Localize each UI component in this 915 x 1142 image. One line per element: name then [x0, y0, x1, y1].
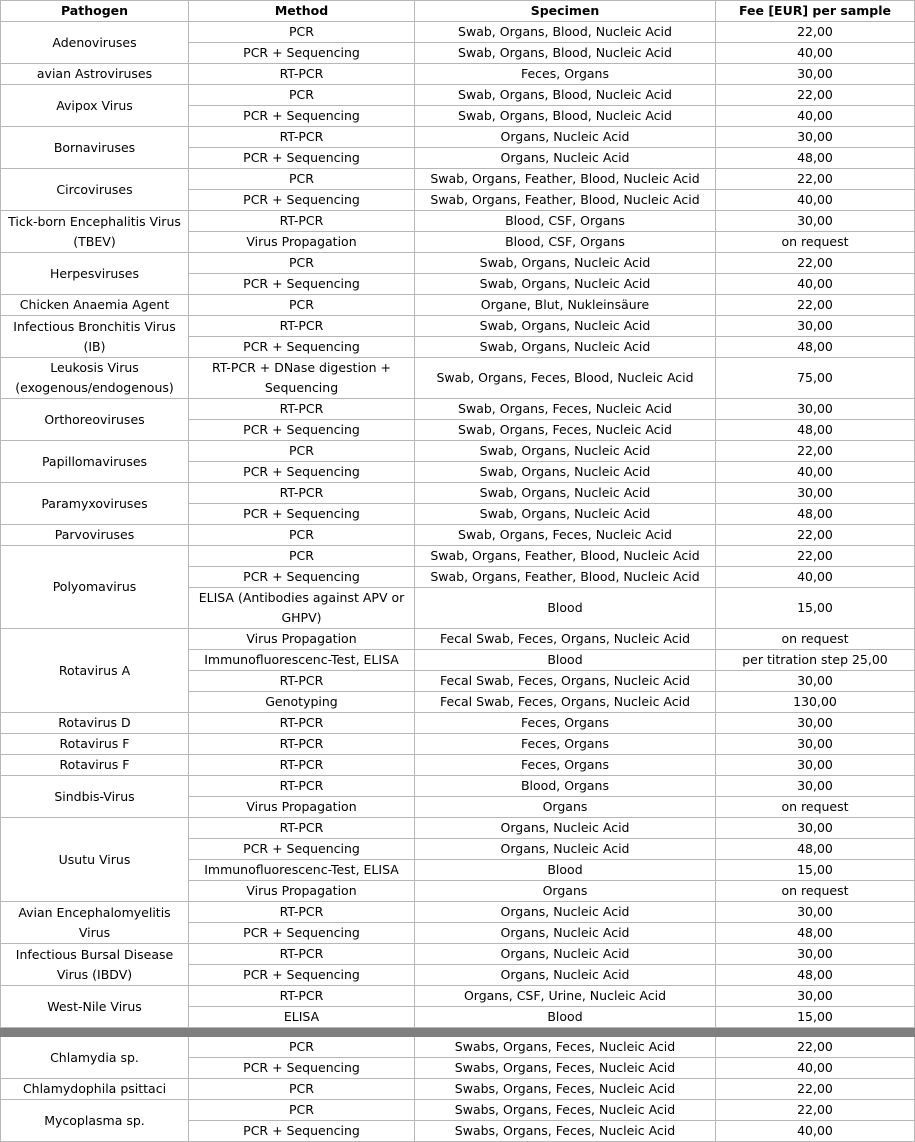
- section-separator: [1, 1028, 915, 1037]
- fee-cell: 30,00: [716, 902, 915, 923]
- method-cell: PCR + Sequencing: [189, 43, 415, 64]
- method-cell: PCR: [189, 169, 415, 190]
- specimen-cell: Organs: [415, 797, 716, 818]
- header-fee: Fee [EUR] per sample: [716, 1, 915, 22]
- method-cell: PCR + Sequencing: [189, 106, 415, 127]
- fee-cell: 40,00: [716, 274, 915, 295]
- pathogen-cell: Tick-born Encephalitis Virus (TBEV): [1, 211, 189, 253]
- table-row: [1, 629, 915, 650]
- pathogen-cell: Paramyxoviruses: [1, 483, 189, 525]
- specimen-cell: Blood, CSF, Organs: [415, 211, 716, 232]
- pathogen-cell: Rotavirus A: [1, 629, 189, 713]
- specimen-cell: Feces, Organs: [415, 755, 716, 776]
- pathogen-cell: Chlamydia sp.: [1, 1037, 189, 1079]
- specimen-cell: Swab, Organs, Blood, Nucleic Acid: [415, 106, 716, 127]
- table-row: [1, 316, 915, 337]
- method-cell: PCR: [189, 1079, 415, 1100]
- fee-cell: per titration step 25,00: [716, 650, 915, 671]
- method-cell: ELISA (Antibodies against APV or GHPV): [189, 588, 415, 629]
- method-cell: Genotyping: [189, 692, 415, 713]
- specimen-cell: Blood: [415, 588, 716, 629]
- specimen-cell: Swab, Organs, Nucleic Acid: [415, 441, 716, 462]
- fee-cell: 15,00: [716, 588, 915, 629]
- pathogen-cell: Parvoviruses: [1, 525, 189, 546]
- specimen-cell: Organs, Nucleic Acid: [415, 923, 716, 944]
- fee-cell: 48,00: [716, 839, 915, 860]
- pathogen-cell: Papillomaviruses: [1, 441, 189, 483]
- separator-bar: [1, 1028, 915, 1037]
- method-cell: RT-PCR: [189, 713, 415, 734]
- method-cell: PCR + Sequencing: [189, 274, 415, 295]
- method-cell: RT-PCR: [189, 818, 415, 839]
- pathogen-cell: Infectious Bronchitis Virus (IB): [1, 316, 189, 358]
- fee-cell: 22,00: [716, 85, 915, 106]
- pathogen-cell: Polyomavirus: [1, 546, 189, 629]
- method-cell: Virus Propagation: [189, 629, 415, 650]
- specimen-cell: Organe, Blut, Nukleinsäure: [415, 295, 716, 316]
- specimen-cell: Swab, Organs, Feces, Nucleic Acid: [415, 420, 716, 441]
- table-row: [1, 1037, 915, 1058]
- method-cell: RT-PCR: [189, 902, 415, 923]
- specimen-cell: Feces, Organs: [415, 734, 716, 755]
- specimen-cell: Swab, Organs, Nucleic Acid: [415, 274, 716, 295]
- specimen-cell: Blood: [415, 1007, 716, 1028]
- specimen-cell: Swab, Organs, Nucleic Acid: [415, 483, 716, 504]
- table-row: [1, 986, 915, 1007]
- method-cell: PCR + Sequencing: [189, 923, 415, 944]
- specimen-cell: Fecal Swab, Feces, Organs, Nucleic Acid: [415, 671, 716, 692]
- specimen-cell: Swab, Organs, Feather, Blood, Nucleic Acid: [415, 169, 716, 190]
- fee-cell: 30,00: [716, 316, 915, 337]
- fee-cell: 22,00: [716, 169, 915, 190]
- specimen-cell: Swab, Organs, Nucleic Acid: [415, 337, 716, 358]
- table-row: [1, 211, 915, 232]
- fee-cell: 22,00: [716, 441, 915, 462]
- method-cell: Virus Propagation: [189, 797, 415, 818]
- method-cell: PCR: [189, 546, 415, 567]
- method-cell: PCR: [189, 1100, 415, 1121]
- fee-cell: 30,00: [716, 127, 915, 148]
- fee-cell: on request: [716, 881, 915, 902]
- pathogen-cell: Rotavirus D: [1, 713, 189, 734]
- pathogen-cell: Circoviruses: [1, 169, 189, 211]
- method-cell: Immunofluorescenc-Test, ELISA: [189, 860, 415, 881]
- fee-cell: 30,00: [716, 64, 915, 85]
- specimen-cell: Organs: [415, 881, 716, 902]
- table-row: [1, 169, 915, 190]
- header-row: [1, 1, 915, 22]
- specimen-cell: Blood, Organs: [415, 776, 716, 797]
- method-cell: PCR: [189, 1037, 415, 1058]
- method-cell: PCR + Sequencing: [189, 567, 415, 588]
- method-cell: PCR: [189, 441, 415, 462]
- header-pathogen: Pathogen: [1, 1, 189, 22]
- specimen-cell: Organs, Nucleic Acid: [415, 965, 716, 986]
- specimen-cell: Blood: [415, 860, 716, 881]
- fee-cell: 40,00: [716, 1121, 915, 1142]
- specimen-cell: Swab, Organs, Blood, Nucleic Acid: [415, 22, 716, 43]
- pathogen-cell: Herpesviruses: [1, 253, 189, 295]
- table-row: [1, 295, 915, 316]
- table-body: [1, 22, 915, 1142]
- method-cell: PCR: [189, 85, 415, 106]
- table-row: [1, 755, 915, 776]
- specimen-cell: Feces, Organs: [415, 713, 716, 734]
- table-row: [1, 253, 915, 274]
- method-cell: PCR: [189, 295, 415, 316]
- pathogen-cell: Adenoviruses: [1, 22, 189, 64]
- table-row: [1, 525, 915, 546]
- specimen-cell: Blood: [415, 650, 716, 671]
- specimen-cell: Swab, Organs, Nucleic Acid: [415, 504, 716, 525]
- specimen-cell: Swab, Organs, Feces, Blood, Nucleic Acid: [415, 358, 716, 399]
- method-cell: PCR: [189, 525, 415, 546]
- fee-cell: 40,00: [716, 106, 915, 127]
- method-cell: Virus Propagation: [189, 232, 415, 253]
- fee-cell: 40,00: [716, 567, 915, 588]
- header-method: Method: [189, 1, 415, 22]
- specimen-cell: Blood, CSF, Organs: [415, 232, 716, 253]
- specimen-cell: Swab, Organs, Feces, Nucleic Acid: [415, 525, 716, 546]
- method-cell: RT-PCR: [189, 755, 415, 776]
- fee-cell: 48,00: [716, 148, 915, 169]
- specimen-cell: Organs, CSF, Urine, Nucleic Acid: [415, 986, 716, 1007]
- specimen-cell: Organs, Nucleic Acid: [415, 127, 716, 148]
- pathogen-cell: Avipox Virus: [1, 85, 189, 127]
- fee-cell: on request: [716, 232, 915, 253]
- method-cell: RT-PCR: [189, 986, 415, 1007]
- fee-cell: 30,00: [716, 211, 915, 232]
- fee-cell: 30,00: [716, 986, 915, 1007]
- specimen-cell: Organs, Nucleic Acid: [415, 148, 716, 169]
- table-row: [1, 734, 915, 755]
- specimen-cell: Swab, Organs, Blood, Nucleic Acid: [415, 85, 716, 106]
- table-row: [1, 127, 915, 148]
- table-row: [1, 944, 915, 965]
- method-cell: PCR + Sequencing: [189, 420, 415, 441]
- fee-cell: 30,00: [716, 776, 915, 797]
- specimen-cell: Swab, Organs, Nucleic Acid: [415, 316, 716, 337]
- pathogen-cell: Leukosis Virus (exogenous/endogenous): [1, 358, 189, 399]
- pathogen-cell: Mycoplasma sp.: [1, 1100, 189, 1142]
- specimen-cell: Organs, Nucleic Acid: [415, 944, 716, 965]
- specimen-cell: Feces, Organs: [415, 64, 716, 85]
- pathogen-cell: West-Nile Virus: [1, 986, 189, 1028]
- fee-cell: 30,00: [716, 734, 915, 755]
- method-cell: RT-PCR: [189, 211, 415, 232]
- method-cell: RT-PCR: [189, 483, 415, 504]
- fee-cell: 15,00: [716, 1007, 915, 1028]
- table-row: [1, 22, 915, 43]
- method-cell: RT-PCR: [189, 316, 415, 337]
- method-cell: RT-PCR: [189, 734, 415, 755]
- method-cell: ELISA: [189, 1007, 415, 1028]
- fee-cell: 48,00: [716, 965, 915, 986]
- table-row: [1, 85, 915, 106]
- specimen-cell: Swab, Organs, Feather, Blood, Nucleic Acid: [415, 546, 716, 567]
- fee-cell: 30,00: [716, 755, 915, 776]
- specimen-cell: Fecal Swab, Feces, Organs, Nucleic Acid: [415, 629, 716, 650]
- pathogen-cell: Usutu Virus: [1, 818, 189, 902]
- fee-cell: 40,00: [716, 1058, 915, 1079]
- table-row: [1, 776, 915, 797]
- table-row: [1, 818, 915, 839]
- specimen-cell: Organs, Nucleic Acid: [415, 902, 716, 923]
- fee-cell: 22,00: [716, 1100, 915, 1121]
- method-cell: PCR + Sequencing: [189, 504, 415, 525]
- method-cell: PCR: [189, 253, 415, 274]
- specimen-cell: Organs, Nucleic Acid: [415, 818, 716, 839]
- method-cell: RT-PCR: [189, 127, 415, 148]
- table-row: [1, 358, 915, 399]
- method-cell: RT-PCR: [189, 776, 415, 797]
- specimen-cell: Swab, Organs, Feather, Blood, Nucleic Acid: [415, 567, 716, 588]
- method-cell: PCR + Sequencing: [189, 1058, 415, 1079]
- fee-cell: on request: [716, 797, 915, 818]
- specimen-cell: Swab, Organs, Feces, Nucleic Acid: [415, 399, 716, 420]
- pathogen-cell: Rotavirus F: [1, 734, 189, 755]
- specimen-cell: Swab, Organs, Feather, Blood, Nucleic Acid: [415, 190, 716, 211]
- method-cell: PCR + Sequencing: [189, 965, 415, 986]
- specimen-cell: Swab, Organs, Blood, Nucleic Acid: [415, 43, 716, 64]
- specimen-cell: Swabs, Organs, Feces, Nucleic Acid: [415, 1058, 716, 1079]
- method-cell: PCR + Sequencing: [189, 839, 415, 860]
- fee-cell: 15,00: [716, 860, 915, 881]
- specimen-cell: Swabs, Organs, Feces, Nucleic Acid: [415, 1079, 716, 1100]
- table-row: [1, 713, 915, 734]
- method-cell: RT-PCR: [189, 64, 415, 85]
- fee-cell: 40,00: [716, 190, 915, 211]
- fee-cell: 30,00: [716, 671, 915, 692]
- fee-cell: 48,00: [716, 504, 915, 525]
- fee-cell: 30,00: [716, 713, 915, 734]
- fee-cell: 22,00: [716, 253, 915, 274]
- fee-cell: 22,00: [716, 1079, 915, 1100]
- fee-cell: on request: [716, 629, 915, 650]
- fee-cell: 40,00: [716, 462, 915, 483]
- method-cell: RT-PCR: [189, 399, 415, 420]
- table-row: [1, 902, 915, 923]
- table-row: [1, 441, 915, 462]
- table-row: [1, 1079, 915, 1100]
- method-cell: RT-PCR: [189, 944, 415, 965]
- fee-cell: 30,00: [716, 818, 915, 839]
- pathogen-cell: Chlamydophila psittaci: [1, 1079, 189, 1100]
- specimen-cell: Swab, Organs, Nucleic Acid: [415, 253, 716, 274]
- specimen-cell: Swab, Organs, Nucleic Acid: [415, 462, 716, 483]
- specimen-cell: Swabs, Organs, Feces, Nucleic Acid: [415, 1121, 716, 1142]
- method-cell: PCR + Sequencing: [189, 1121, 415, 1142]
- header-specimen: Specimen: [415, 1, 716, 22]
- fee-cell: 40,00: [716, 43, 915, 64]
- method-cell: Immunofluorescenc-Test, ELISA: [189, 650, 415, 671]
- pathogen-cell: Infectious Bursal Disease Virus (IBDV): [1, 944, 189, 986]
- pathogen-cell: Orthoreoviruses: [1, 399, 189, 441]
- fee-cell: 130,00: [716, 692, 915, 713]
- fee-cell: 48,00: [716, 420, 915, 441]
- table-row: [1, 483, 915, 504]
- fee-cell: 75,00: [716, 358, 915, 399]
- method-cell: RT-PCR: [189, 671, 415, 692]
- fee-cell: 22,00: [716, 1037, 915, 1058]
- fee-cell: 30,00: [716, 399, 915, 420]
- fee-cell: 48,00: [716, 337, 915, 358]
- method-cell: PCR + Sequencing: [189, 148, 415, 169]
- fee-cell: 22,00: [716, 546, 915, 567]
- specimen-cell: Organs, Nucleic Acid: [415, 839, 716, 860]
- table-row: [1, 399, 915, 420]
- fee-cell: 22,00: [716, 295, 915, 316]
- pathogen-cell: Avian Encephalomyelitis Virus: [1, 902, 189, 944]
- specimen-cell: Fecal Swab, Feces, Organs, Nucleic Acid: [415, 692, 716, 713]
- pathogen-cell: Sindbis-Virus: [1, 776, 189, 818]
- method-cell: PCR + Sequencing: [189, 462, 415, 483]
- method-cell: PCR: [189, 22, 415, 43]
- fee-cell: 48,00: [716, 923, 915, 944]
- pathogen-cell: Rotavirus F: [1, 755, 189, 776]
- table-row: [1, 546, 915, 567]
- fee-cell: 22,00: [716, 525, 915, 546]
- pathogen-cell: Chicken Anaemia Agent: [1, 295, 189, 316]
- table-row: [1, 1100, 915, 1121]
- fee-cell: 30,00: [716, 483, 915, 504]
- method-cell: RT-PCR + DNase digestion + Sequencing: [189, 358, 415, 399]
- method-cell: PCR + Sequencing: [189, 337, 415, 358]
- pathogen-cell: avian Astroviruses: [1, 64, 189, 85]
- table-row: [1, 64, 915, 85]
- method-cell: Virus Propagation: [189, 881, 415, 902]
- specimen-cell: Swabs, Organs, Feces, Nucleic Acid: [415, 1037, 716, 1058]
- fee-cell: 22,00: [716, 22, 915, 43]
- specimen-cell: Swabs, Organs, Feces, Nucleic Acid: [415, 1100, 716, 1121]
- fee-cell: 30,00: [716, 944, 915, 965]
- method-cell: PCR + Sequencing: [189, 190, 415, 211]
- pathogen-cell: Bornaviruses: [1, 127, 189, 169]
